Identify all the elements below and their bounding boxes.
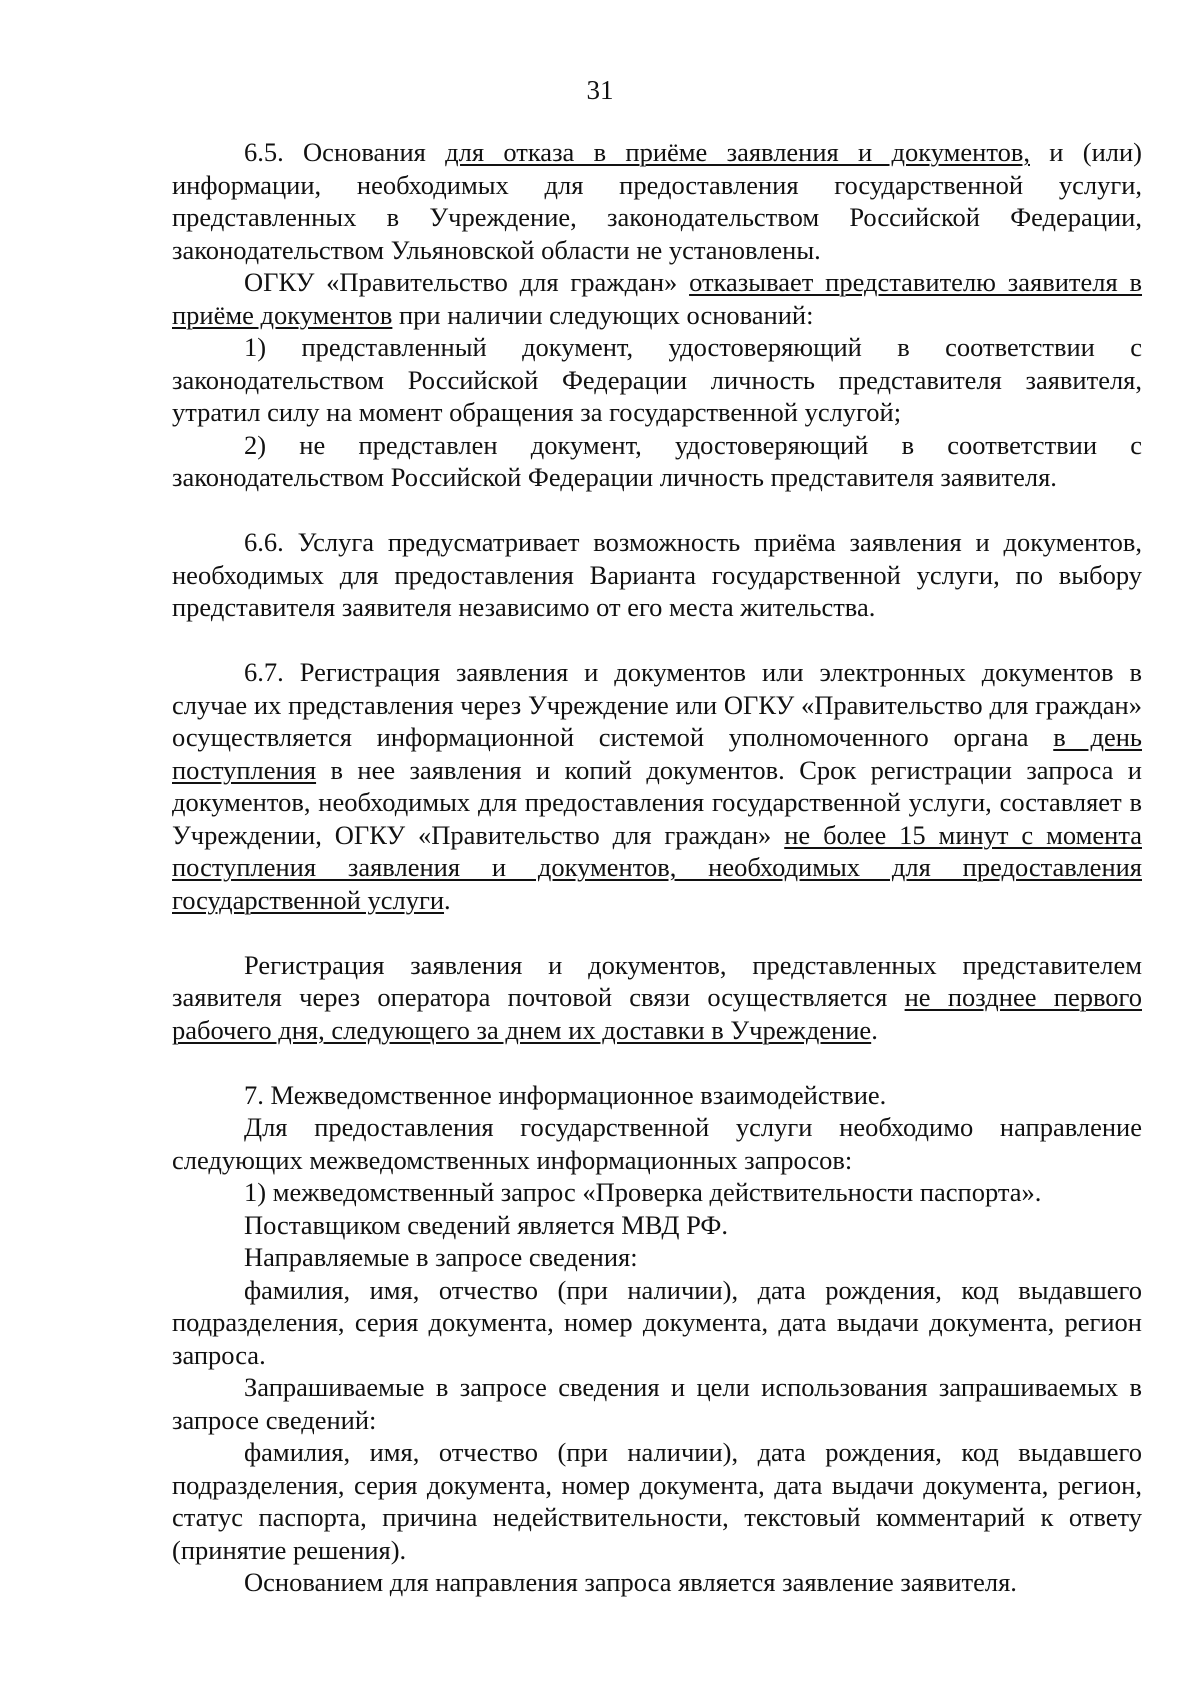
section-7-intro: Для предоставления государственной услуги необходимо направление следующих межведомственных информационных запросов: xyxy=(172,1112,1142,1175)
underlined-text: не более 15 минут с момента поступления заявления и документов, необходимых для предоставления государственной услуги xyxy=(172,819,1142,915)
underlined-text: для отказа в приёме заявления и документов, xyxy=(445,137,1030,167)
section-7-heading: 7. Межведомственное информационное взаимодействие. xyxy=(244,1079,887,1110)
request-basis: Основанием для направления запроса является заявление заявителя. xyxy=(244,1567,1017,1597)
underlined-text: отказывает представителю заявителя в приёме документов xyxy=(172,267,1142,330)
requested-data-list: фамилия, имя, отчество (при наличии), дата рождения, код выдавшего подразделения, серия документа, номер документа, дата выдачи документа, регион, статус паспорта, причина недействительности, текстовый комментарий к ответу (принятие решения). xyxy=(172,1437,1142,1565)
sent-data-title: Направляемые в запросе сведения: xyxy=(244,1242,638,1272)
document-body xyxy=(172,136,1142,1599)
list-item-1: 1) представленный документ, удостоверяющий в соответствии с законодательством Российской Федерации личность представителя заявителя, утратил силу на момент обращения за государственной услугой; xyxy=(172,332,1142,427)
underlined-text: в день поступления xyxy=(172,722,1142,785)
paragraph-postal-registration: Регистрация заявления и документов, представленных представителем заявителя через оператора почтовой связи осуществляется не позднее первого рабочего дня, следующего за днем их доставки в Учреждение. xyxy=(172,949,1142,1045)
paragraph-ogku-refusal: ОГКУ «Правительство для граждан» отказывает представителю заявителя в приёме документов при наличии следующих оснований: xyxy=(172,267,1142,330)
page-number: 31 xyxy=(586,75,614,105)
request-1: 1) межведомственный запрос «Проверка действительности паспорта». xyxy=(244,1177,1042,1207)
paragraph-6-7: 6.7. Регистрация заявления и документов или электронных документов в случае их представления через Учреждение или ОГКУ «Правительство для граждан» осуществляется информационной системой уполномоченного органа в день поступления в нее заявления и копий документов. Срок регистрации запроса и документов, необходимых для предоставления государственной услуги, составляет в Учреждении, ОГКУ «Правительство для граждан» не более 15 минут с момента поступления заявления и документов, необходимых для предоставления государственной услуги. xyxy=(172,657,1142,915)
paragraph-6-6: 6.6. Услуга предусматривает возможность приёма заявления и документов, необходимых для предоставления Варианта государственной услуги, по выбору представителя заявителя независимо от его места жительства. xyxy=(172,527,1142,622)
list-item-2: 2) не представлен документ, удостоверяющий в соответствии с законодательством Российской Федерации личность представителя заявителя. xyxy=(172,429,1142,492)
supplier-text: Поставщиком сведений является МВД РФ. xyxy=(244,1209,728,1240)
sent-data-list: фамилия, имя, отчество (при наличии), дата рождения, код выдавшего подразделения, серия документа, номер документа, дата выдачи документа, регион запроса. xyxy=(172,1274,1142,1370)
underlined-text: не позднее первого рабочего дня, следующего за днем их доставки в Учреждение xyxy=(172,982,1142,1045)
requested-data-title: Запрашиваемые в запросе сведения и цели использования запрашиваемых в запросе сведений: xyxy=(172,1372,1142,1435)
paragraph-6-5: 6.5. Основания для отказа в приёме заявления и документов, и (или) информации, необходимых для предоставления государственной услуги, представленных в Учреждение, законодательством Российской Федерации, законодательством Ульяновской области не установлены. xyxy=(172,137,1142,265)
